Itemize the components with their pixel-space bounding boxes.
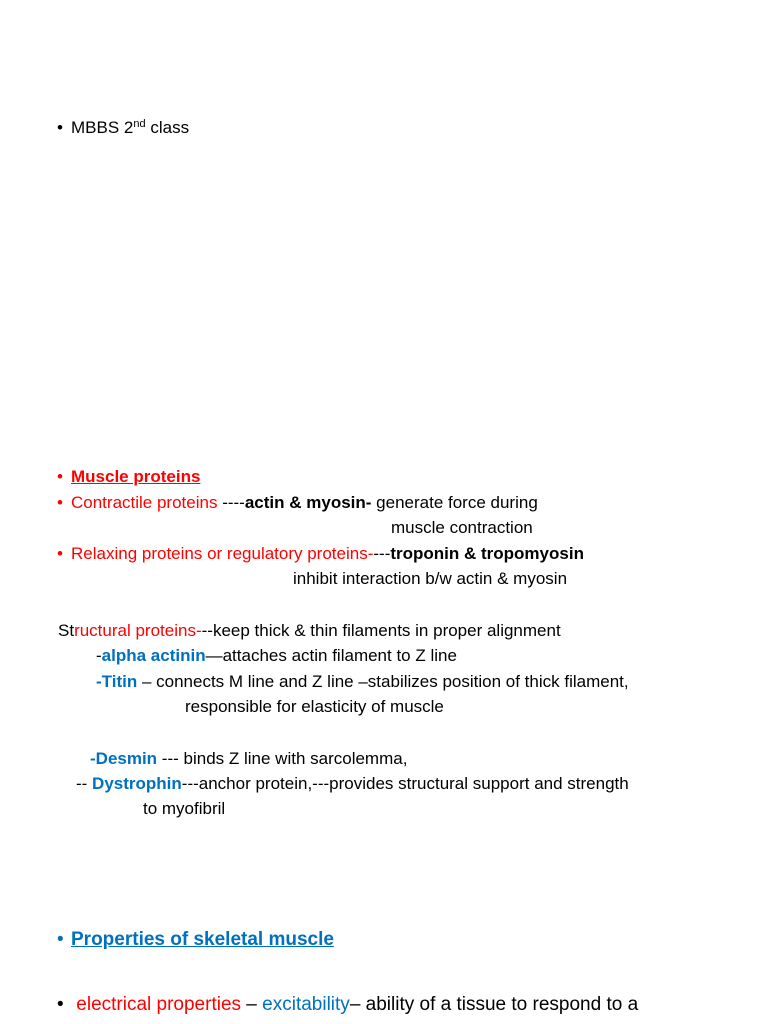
title-text: MBBS 2 [71, 118, 134, 137]
structural-label: ructural proteins- [74, 621, 202, 640]
alpha-actinin-desc: —attaches actin filament to Z line [205, 646, 457, 665]
electrical-label: electrical properties [76, 994, 242, 1015]
relaxing-continuation: inhibit interaction b/w actin & myosin [293, 569, 568, 588]
structural-prefix: St [58, 621, 75, 640]
alpha-actinin-line [96, 646, 457, 666]
relaxing-proteins-line [57, 544, 584, 564]
desmin-name: -Desmin [90, 749, 158, 768]
properties-heading-line [57, 929, 334, 951]
muscle-proteins-heading-line [57, 467, 200, 487]
relaxing-label: Relaxing proteins or regulatory proteins- [71, 544, 374, 563]
bullet: • [57, 118, 63, 137]
relaxing-bold: troponin & tropomyosin [390, 544, 584, 563]
contractile-rest: generate force during [371, 493, 538, 512]
electrical-properties-line [57, 994, 638, 1016]
contractile-proteins-line [57, 493, 538, 513]
bullet: • [57, 929, 64, 950]
bullet: • [57, 544, 63, 563]
bullet: • [57, 467, 63, 486]
titin-desc: – connects M line and Z line –stabilizes position of thick filament, [137, 672, 629, 691]
excitability-term: excitability [262, 994, 350, 1015]
dystrophin-name: Dystrophin [92, 774, 182, 793]
excitability-desc: – ability of a tissue to respond to a [349, 994, 639, 1015]
alpha-actinin-name: alpha actinin [101, 646, 206, 665]
titin-line [96, 672, 629, 692]
structural-proteins-line [58, 621, 561, 641]
contractile-continuation: muscle contraction [391, 518, 533, 537]
contractile-bold: actin & myosin- [244, 493, 372, 512]
title-end: class [145, 118, 190, 137]
intro-line [57, 118, 189, 138]
electrical-sep: – [241, 994, 263, 1015]
contractile-label: Contractile proteins [71, 493, 218, 512]
structural-rest: --keep thick & thin filaments in proper alignment [201, 621, 561, 640]
properties-heading: Properties of skeletal muscle [71, 929, 334, 950]
titin-continuation: responsible for elasticity of muscle [185, 697, 444, 716]
titin-name: -Titin [96, 672, 138, 691]
muscle-proteins-heading: Muscle proteins [71, 467, 201, 486]
relaxing-dashes: --- [373, 544, 391, 563]
bullet: • [57, 493, 63, 512]
desmin-line [90, 749, 407, 769]
dystrophin-continuation: to myofibril [143, 799, 226, 818]
dystrophin-desc: ---anchor protein,---provides structural support and strength [181, 774, 629, 793]
alpha-dash: - [96, 646, 102, 665]
title-superscript: nd [133, 118, 146, 130]
bullet: • [57, 994, 64, 1015]
dystrophin-line [76, 774, 629, 794]
dystrophin-prefix: -- [76, 774, 93, 793]
contractile-dashes: ---- [217, 493, 245, 512]
desmin-desc: --- binds Z line with sarcolemma, [157, 749, 408, 768]
